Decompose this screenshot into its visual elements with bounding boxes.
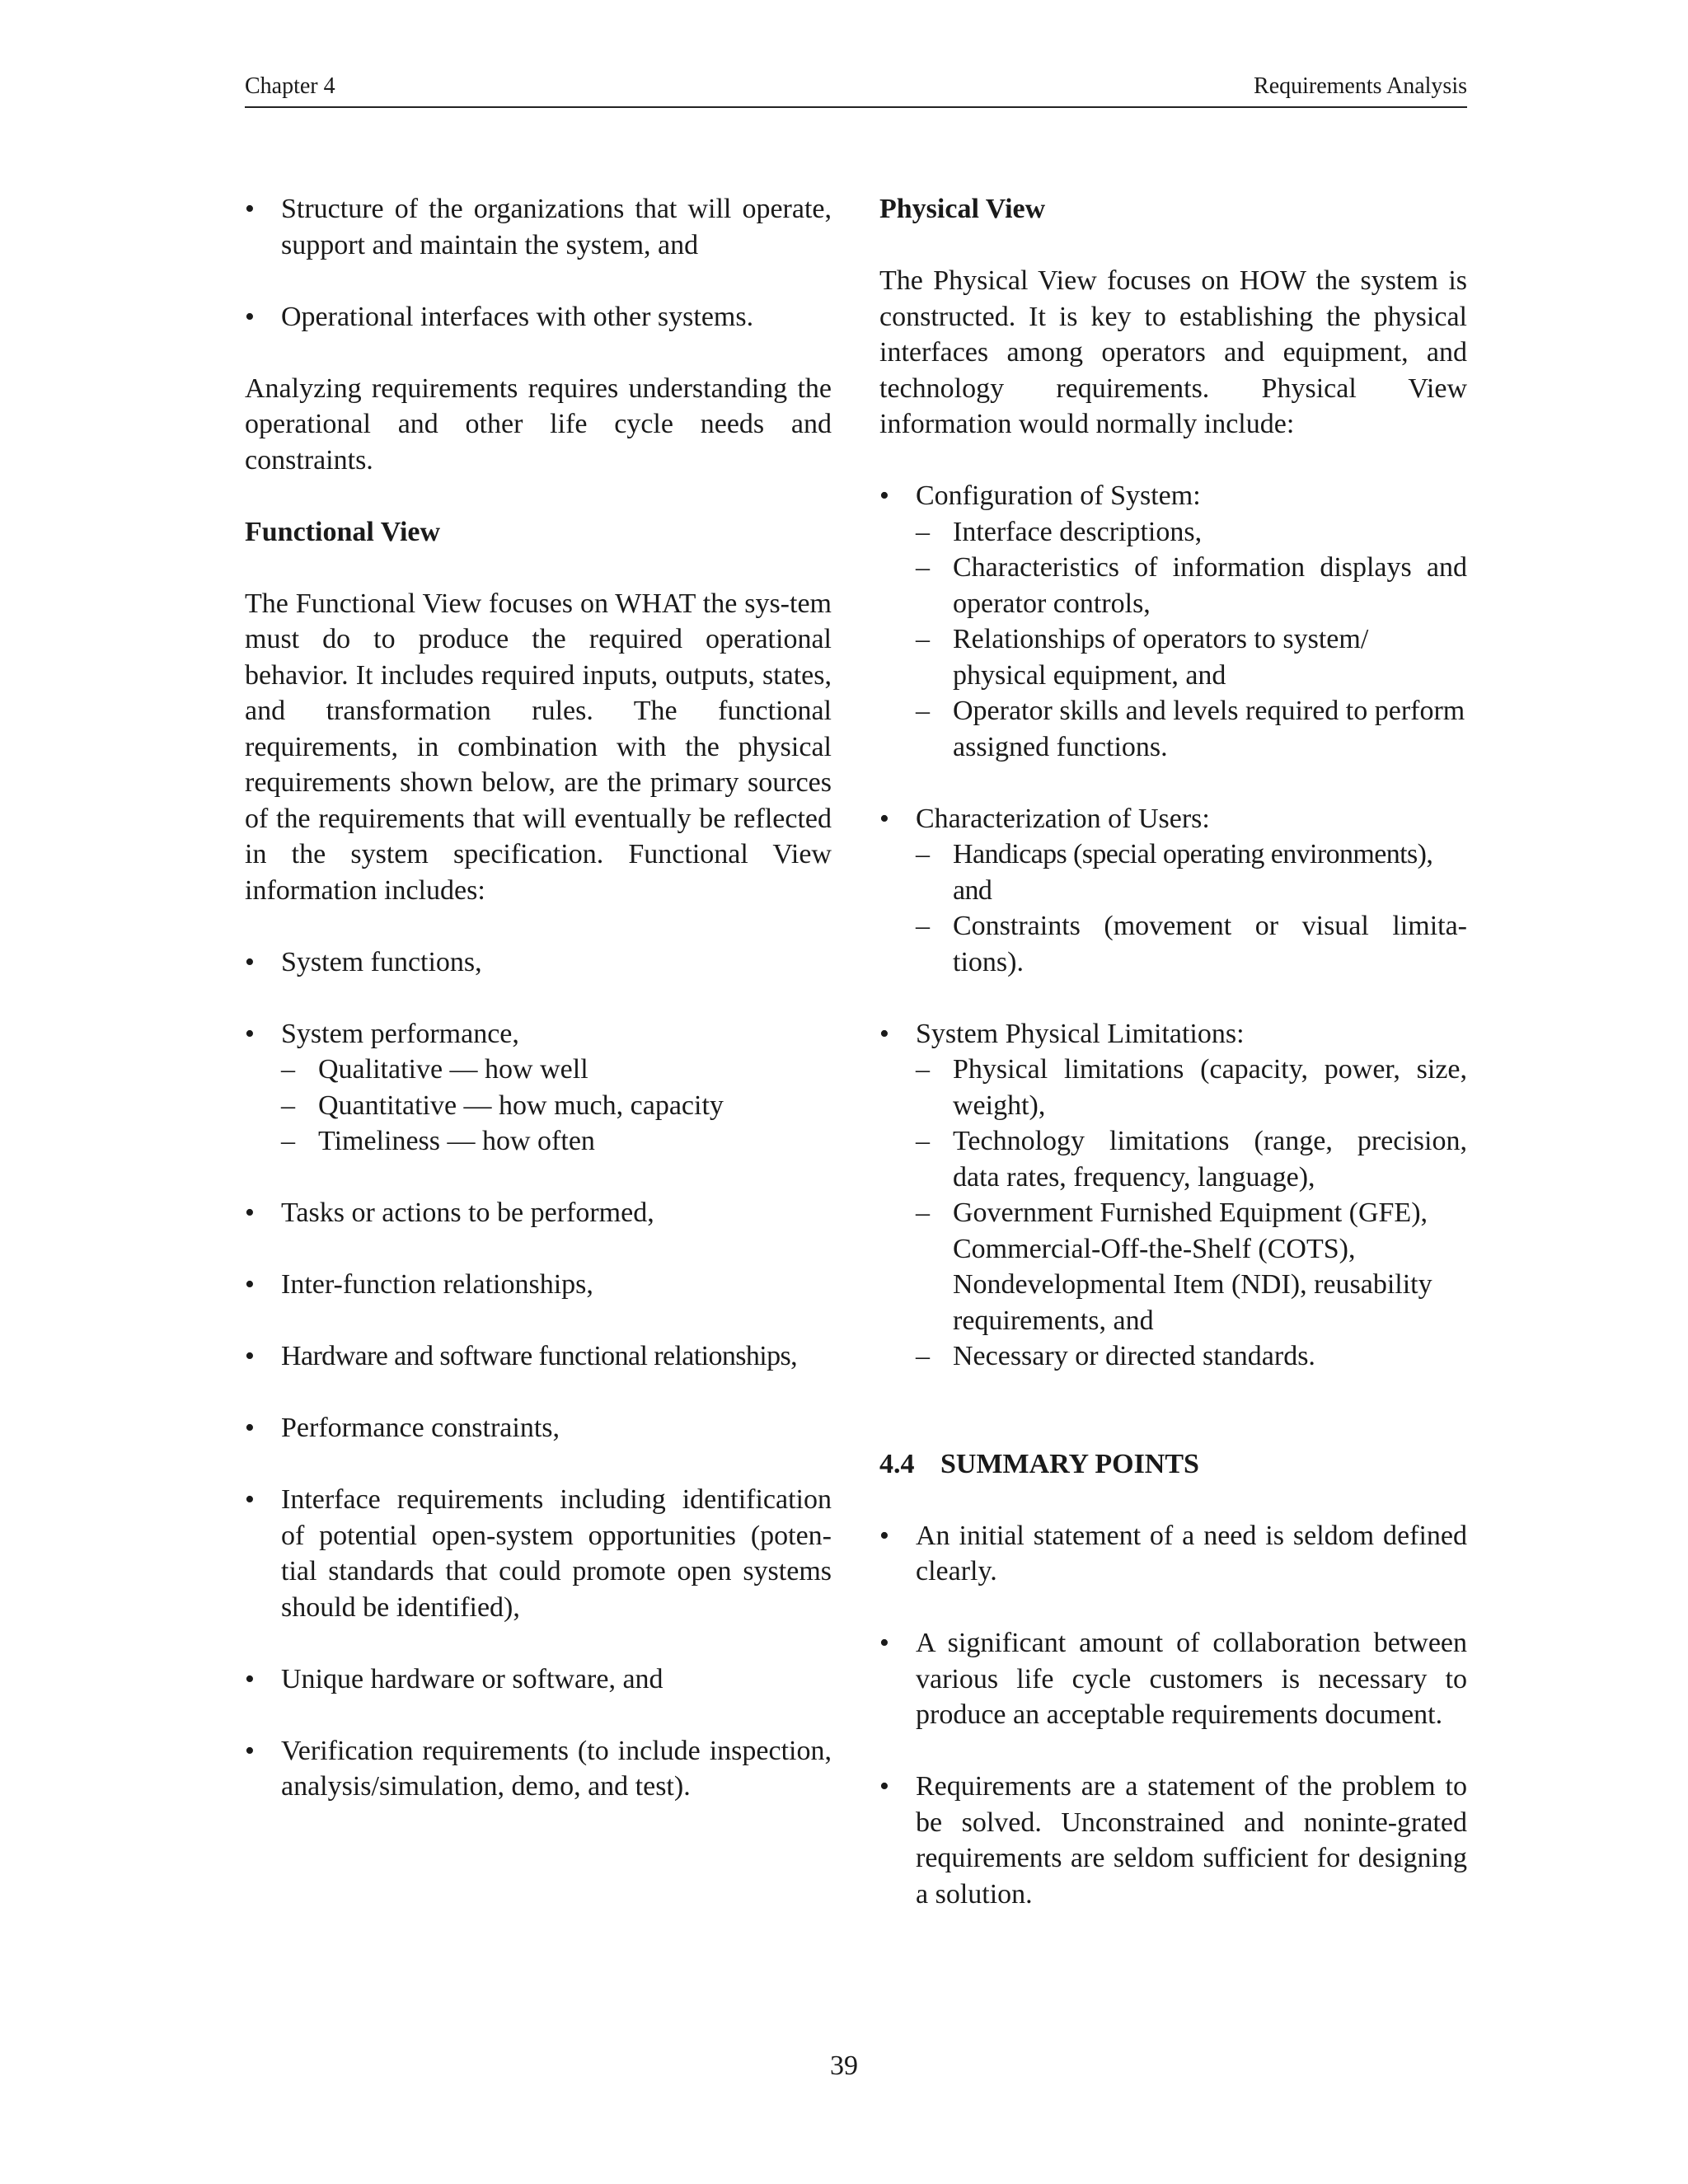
list-item-text: Performance constraints, bbox=[281, 1413, 560, 1443]
bullet-icon: • bbox=[879, 1771, 889, 1802]
sub-list-item-text: Operator skills and levels required to perform assigned functions. bbox=[953, 696, 1465, 762]
list-item bbox=[879, 1016, 1467, 1052]
list-item-text: System performance, bbox=[281, 1018, 519, 1049]
list-item bbox=[245, 944, 832, 981]
list-item bbox=[245, 1410, 832, 1446]
sub-list-item bbox=[879, 1338, 1467, 1375]
sub-list-item bbox=[245, 1123, 832, 1160]
sub-list-item-text: Timeliness — how often bbox=[318, 1126, 595, 1156]
dash-icon: – bbox=[281, 1054, 295, 1085]
sub-list-item-text: Relationships of operators to system/ physical equipment, and bbox=[953, 624, 1369, 691]
dash-icon: – bbox=[916, 911, 930, 941]
sub-list-item-text: Government Furnished Equipment (GFE), Commercial-Off-the-Shelf (COTS), Nondevelopmental Item (NDI), reusability requirements, and bbox=[953, 1197, 1432, 1336]
functional-view-heading: Functional View bbox=[245, 516, 441, 547]
list-item-text: Interface requirements including identification of potential open-system opportunities (poten-tial standards that could promote open systems should be identified), bbox=[281, 1484, 832, 1623]
list-item-text: Inter-function relationships, bbox=[281, 1269, 593, 1300]
right-column bbox=[879, 191, 1467, 1912]
list-item-text: Configuration of System: bbox=[916, 480, 1201, 511]
sub-list-item bbox=[879, 550, 1467, 621]
section-number: 4.4 bbox=[879, 1448, 915, 1479]
page-number: 39 bbox=[830, 2050, 858, 2081]
bullet-icon: • bbox=[245, 1341, 255, 1371]
list-item bbox=[879, 801, 1467, 837]
bullet-icon: • bbox=[245, 1018, 255, 1049]
list-item-text: Characterization of Users: bbox=[916, 803, 1210, 834]
summary-points-heading bbox=[879, 1446, 1467, 1483]
list-item-text: Structure of the organizations that will operate, support and maintain the system, and bbox=[281, 194, 832, 260]
list-item-text: Operational interfaces with other systems. bbox=[281, 301, 754, 332]
sub-list-item bbox=[245, 1052, 832, 1088]
list-item-text: Hardware and software functional relationships, bbox=[281, 1341, 798, 1371]
list-item bbox=[245, 191, 832, 263]
list-item-text: An initial statement of a need is seldom defined clearly. bbox=[916, 1520, 1467, 1586]
list-item bbox=[245, 1733, 832, 1805]
sub-list-item bbox=[879, 1195, 1467, 1338]
sub-list-item-text: Quantitative — how much, capacity bbox=[318, 1090, 724, 1121]
dash-icon: – bbox=[916, 1126, 930, 1156]
dash-icon: – bbox=[916, 1054, 930, 1085]
analyzing-paragraph: Analyzing requirements requires understanding the operational and other life cycle needs and constraints. bbox=[245, 373, 832, 476]
dash-icon: – bbox=[281, 1126, 295, 1156]
dash-icon: – bbox=[281, 1090, 295, 1121]
bullet-icon: • bbox=[245, 946, 255, 977]
sub-list-item-text: Interface descriptions, bbox=[953, 516, 1203, 547]
bullet-icon: • bbox=[879, 480, 889, 511]
running-title: Requirements Analysis bbox=[1254, 73, 1467, 99]
sub-list-item-text: Necessary or directed standards. bbox=[953, 1341, 1315, 1371]
dash-icon: – bbox=[916, 1341, 930, 1371]
list-item bbox=[879, 478, 1467, 514]
bullet-icon: • bbox=[245, 1413, 255, 1443]
sub-list-item bbox=[879, 908, 1467, 980]
sub-list-item-text: Technology limitations (range, precision, data rates, frequency, language), bbox=[953, 1126, 1467, 1193]
list-item-text: Tasks or actions to be performed, bbox=[281, 1197, 654, 1228]
list-item bbox=[245, 1482, 832, 1625]
functional-view-paragraph: The Functional View focuses on WHAT the sys-tem must do to produce the required operational behavior. It includes required inputs, outputs, states, and transformation rules. The functional requirements, in combination with the physical requirements shown below, are the primary sources of the requirements that will eventually be reflected in the system specification. Functional View information includes: bbox=[245, 588, 832, 906]
physical-view-paragraph: The Physical View focuses on HOW the system is constructed. It is key to establishing the physical interfaces among operators and equipment, and technology requirements. Physical View information would normally include: bbox=[879, 265, 1467, 439]
sub-list-item bbox=[879, 1123, 1467, 1195]
list-item-text: System Physical Limitations: bbox=[916, 1018, 1245, 1049]
sub-list-item-text: Qualitative — how well bbox=[318, 1054, 588, 1085]
bullet-icon: • bbox=[245, 301, 255, 332]
physical-view-heading: Physical View bbox=[879, 194, 1046, 224]
sub-list-item-text: Constraints (movement or visual limita-tions). bbox=[953, 911, 1467, 977]
bullet-icon: • bbox=[879, 803, 889, 834]
sub-list-item bbox=[245, 1088, 832, 1124]
page-header bbox=[245, 68, 1467, 108]
dash-icon: – bbox=[916, 552, 930, 583]
sub-list-item-text: Handicaps (special operating environments), and bbox=[953, 839, 1433, 906]
list-item-text: Unique hardware or software, and bbox=[281, 1663, 663, 1694]
list-item bbox=[879, 1518, 1467, 1590]
dash-icon: – bbox=[916, 516, 930, 547]
list-item-text: Requirements are a statement of the problem to be solved. Unconstrained and noninte-grated requirements are seldom sufficient for designing a solution. bbox=[916, 1771, 1467, 1910]
sub-list-item bbox=[879, 514, 1467, 551]
bullet-icon: • bbox=[245, 194, 255, 224]
dash-icon: – bbox=[916, 624, 930, 654]
sub-list-item-text: Physical limitations (capacity, power, size, weight), bbox=[953, 1054, 1467, 1121]
list-item bbox=[245, 1016, 832, 1052]
sub-list-item bbox=[879, 621, 1467, 693]
bullet-icon: • bbox=[245, 1663, 255, 1694]
bullet-icon: • bbox=[245, 1269, 255, 1300]
list-item bbox=[879, 1625, 1467, 1733]
left-column bbox=[245, 191, 832, 1805]
bullet-icon: • bbox=[879, 1628, 889, 1658]
list-item bbox=[879, 1769, 1467, 1912]
list-item bbox=[245, 1267, 832, 1303]
list-item bbox=[245, 1338, 832, 1375]
bullet-icon: • bbox=[879, 1018, 889, 1049]
bullet-icon: • bbox=[879, 1520, 889, 1551]
dash-icon: – bbox=[916, 1197, 930, 1228]
bullet-icon: • bbox=[245, 1197, 255, 1228]
list-item bbox=[245, 1195, 832, 1231]
list-item bbox=[245, 299, 832, 335]
list-item bbox=[245, 1661, 832, 1698]
sub-list-item bbox=[879, 1052, 1467, 1123]
sub-list-item bbox=[879, 837, 1467, 908]
list-item-text: A significant amount of collaboration between various life cycle customers is necessary to produce an acceptable requirements document. bbox=[916, 1628, 1467, 1730]
dash-icon: – bbox=[916, 696, 930, 726]
bullet-icon: • bbox=[245, 1484, 255, 1515]
sub-list-item bbox=[879, 693, 1467, 765]
list-item-text: System functions, bbox=[281, 946, 482, 977]
list-item-text: Verification requirements (to include inspection, analysis/simulation, demo, and test). bbox=[281, 1735, 832, 1802]
section-title: SUMMARY POINTS bbox=[940, 1448, 1199, 1479]
sub-list-item-text: Characteristics of information displays and operator controls, bbox=[953, 552, 1467, 619]
chapter-label: Chapter 4 bbox=[245, 73, 335, 99]
dash-icon: – bbox=[916, 839, 930, 869]
bullet-icon: • bbox=[245, 1735, 255, 1766]
